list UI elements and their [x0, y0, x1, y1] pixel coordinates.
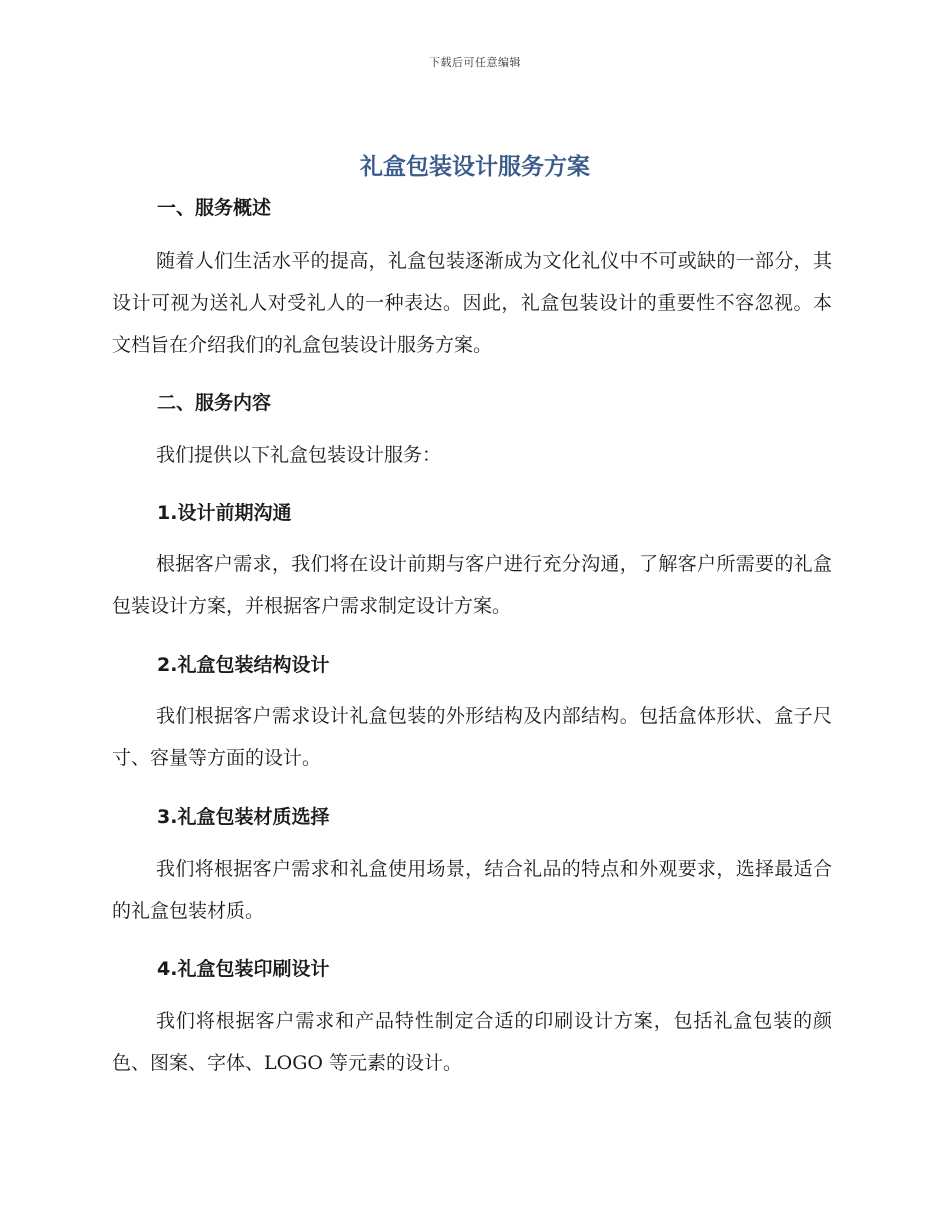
print-design-paragraph: 我们将根据客户需求和产品特性制定合适的印刷设计方案，包括礼盒包装的颜色、图案、字体、LOGO 等元素的设计。 — [112, 1010, 832, 1074]
section-heading-overview: 一、服务概述 — [157, 197, 272, 219]
material-selection-paragraph: 我们将根据客户需求和礼盒使用场景，结合礼品的特点和外观要求，选择最适合的礼盒包装材质。 — [112, 858, 832, 922]
subheading-structure-design: 2.礼盒包装结构设计 — [157, 654, 330, 676]
structure-design-paragraph: 我们根据客户需求设计礼盒包装的外形结构及内部结构。包括盒体形状、盒子尺寸、容量等方面的设计。 — [112, 705, 832, 769]
page-header-note: 下载后可任意编辑 — [429, 56, 521, 69]
content-intro-paragraph: 我们提供以下礼盒包装设计服务： — [156, 444, 442, 466]
subheading-material-selection: 3.礼盒包装材质选择 — [157, 806, 330, 828]
overview-paragraph: 随着人们生活水平的提高，礼盒包装逐渐成为文化礼仪中不可或缺的一部分，其设计可视为送礼人对受礼人的一种表达。因此，礼盒包装设计的重要性不容忽视。本文档旨在介绍我们的礼盒包装设计服务方案。 — [112, 250, 832, 356]
subheading-print-design: 4.礼盒包装印刷设计 — [157, 958, 330, 980]
section-heading-content: 二、服务内容 — [157, 392, 272, 414]
pre-design-communication-paragraph: 根据客户需求，我们将在设计前期与客户进行充分沟通，了解客户所需要的礼盒包装设计方案，并根据客户需求制定设计方案。 — [112, 553, 832, 617]
subheading-pre-design-communication: 1.设计前期沟通 — [157, 502, 292, 524]
document-title: 礼盒包装设计服务方案 — [360, 154, 590, 180]
